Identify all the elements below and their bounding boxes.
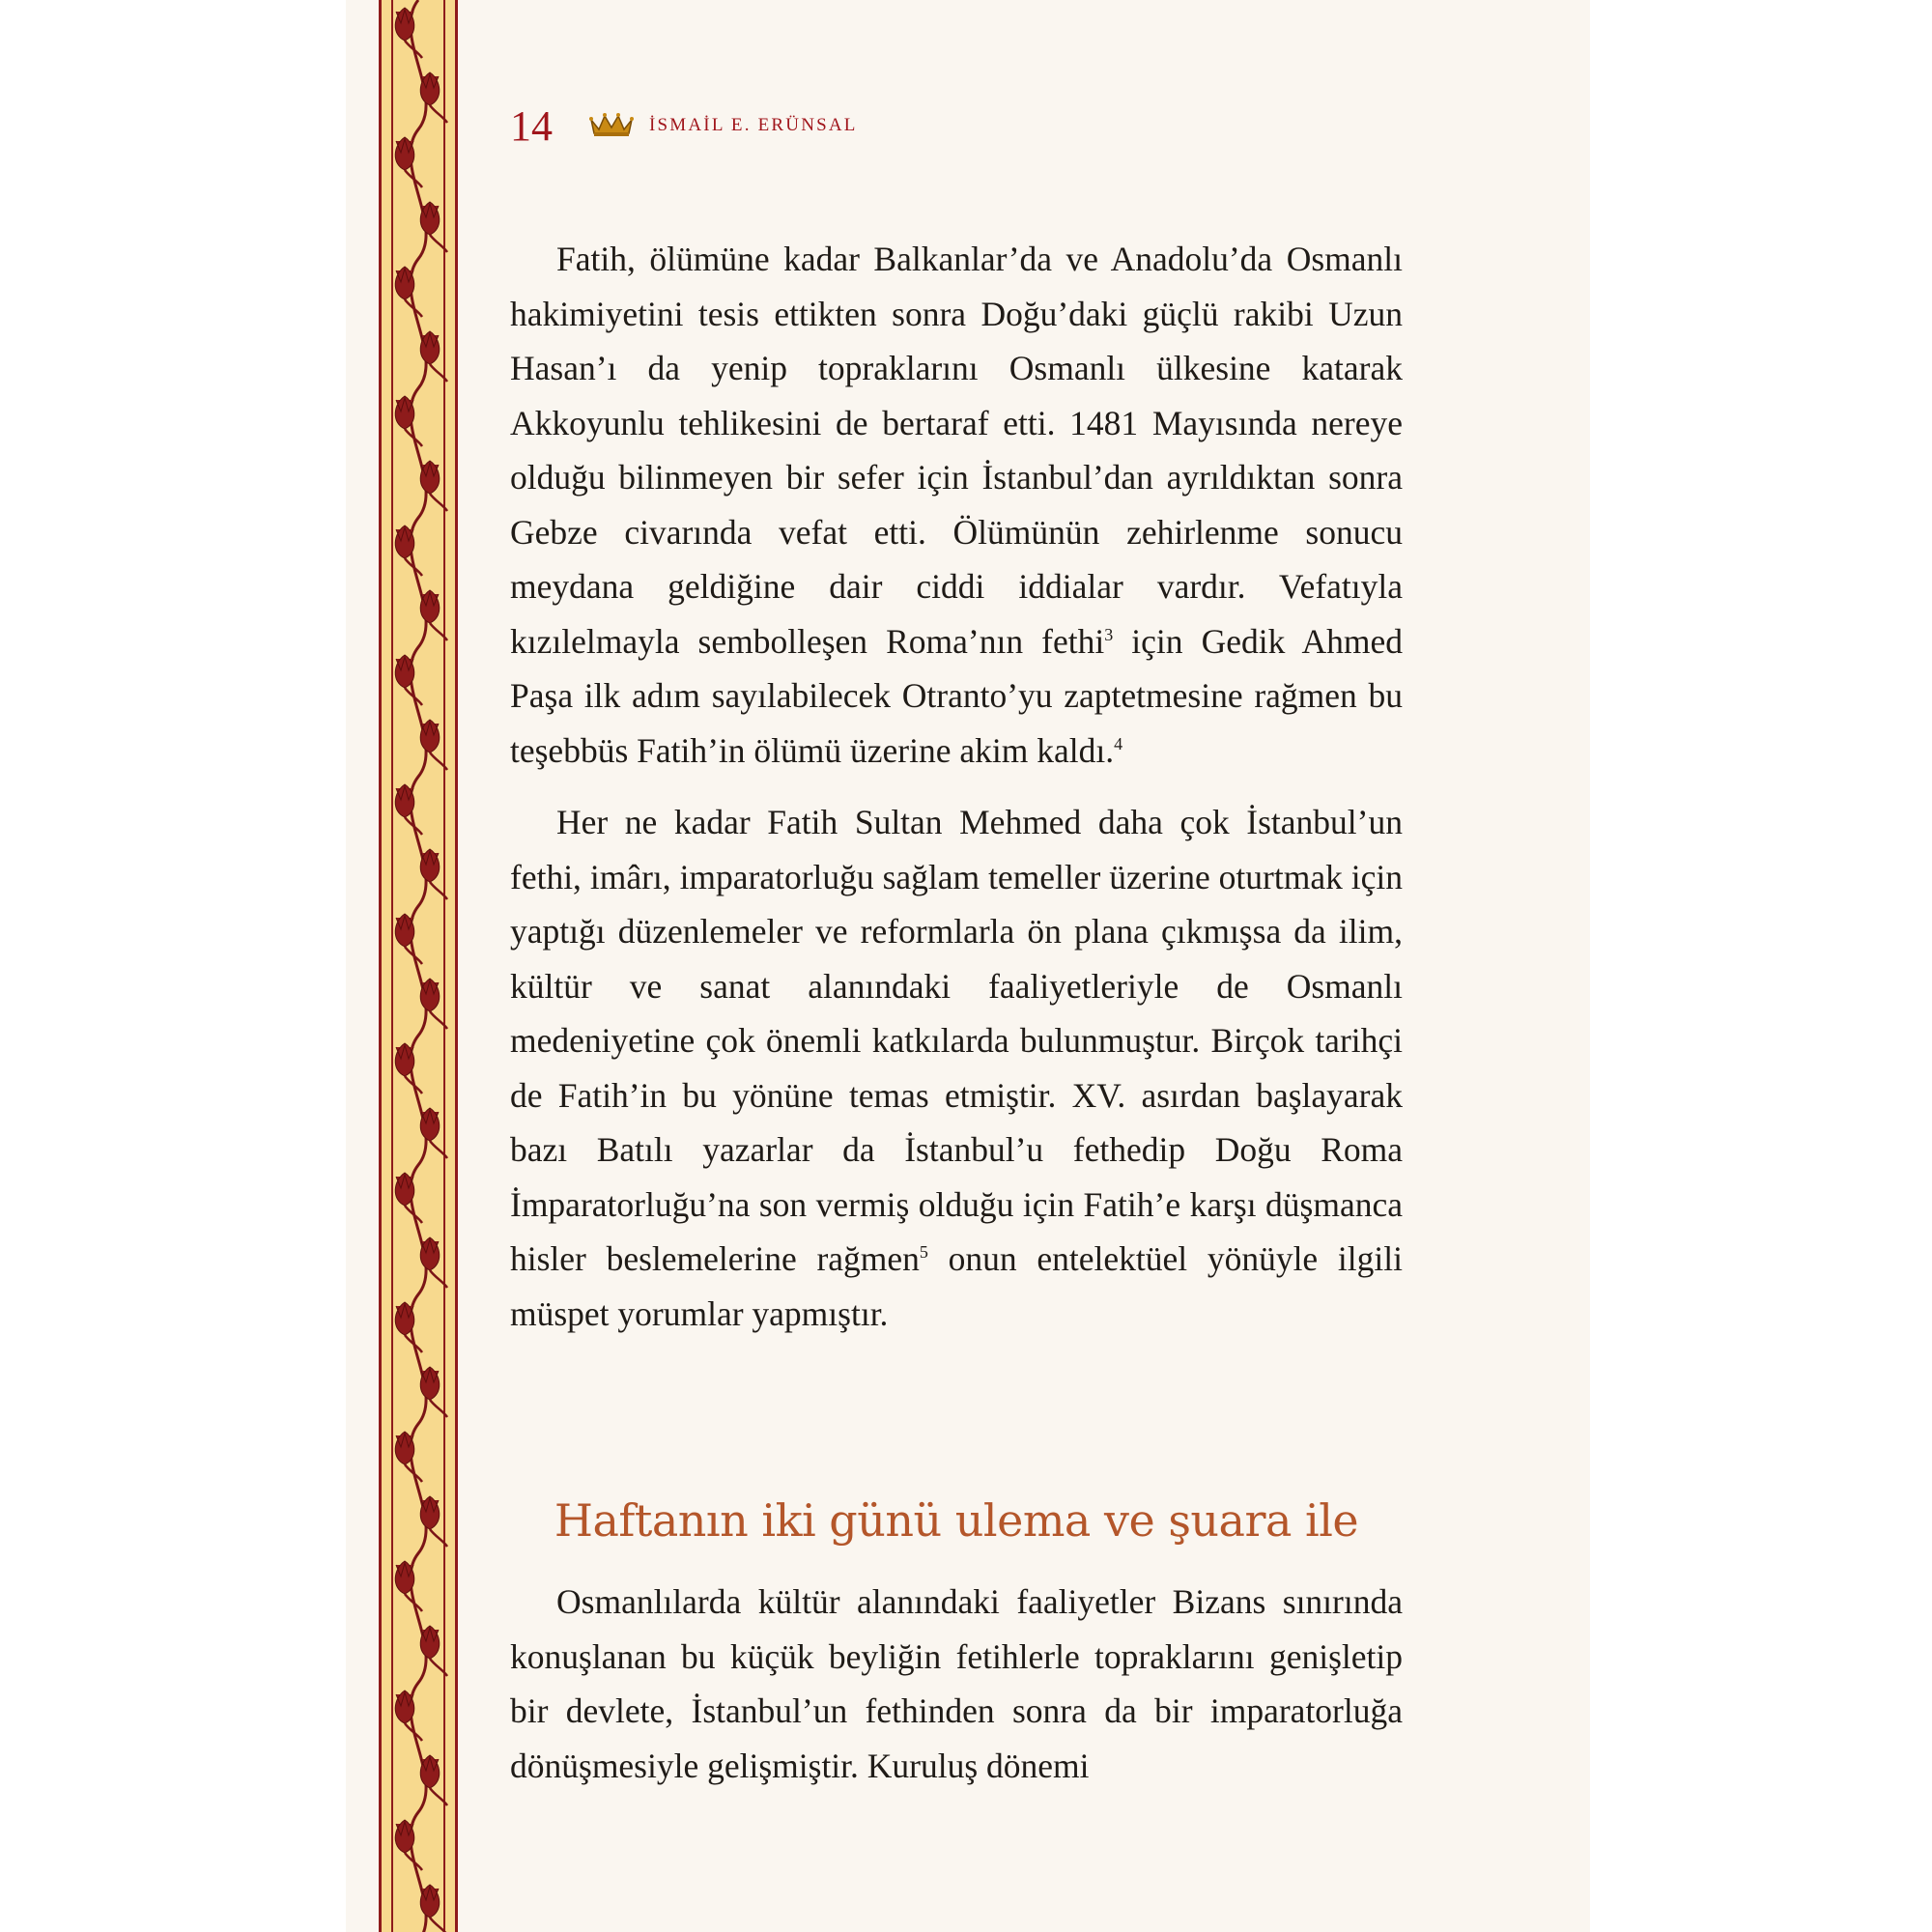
tulip-icon <box>395 914 422 964</box>
ornamental-border <box>379 0 458 1932</box>
section-heading: Haftanın iki günü ulema ve şuara ile <box>554 1494 1359 1547</box>
tulip-icon <box>395 1043 422 1094</box>
tulip-icon <box>395 1302 422 1352</box>
paragraph <box>510 795 1403 1341</box>
main-text <box>510 232 1403 1358</box>
section-text <box>510 1575 1403 1810</box>
tulip-icon <box>395 655 422 705</box>
tulip-icon <box>395 1690 422 1741</box>
tulip-vine-pattern <box>382 0 455 1932</box>
paragraph-text: onun entelektüel yönüyle ilgili müspet yorumlar yapmıştır. <box>510 1239 1403 1333</box>
tulip-icon <box>395 784 422 835</box>
tulip-icon <box>395 526 422 576</box>
tulip-icon <box>395 1561 422 1611</box>
running-header <box>510 97 858 155</box>
page-number: 14 <box>510 101 553 150</box>
paragraph-text: Her ne kadar Fatih Sultan Mehmed daha çok İstanbul’un fethi, imârı, imparatorluğu sağlam temeller üzerine oturtmak için yaptığı düzenlemeler ve reformlarla ön plana çıkmışsa da ilim, kültür ve sanat alanındaki faaliyetleriyle de Osmanlı medeniyetine çok önemli katkılarda bulunmuştur. Birçok tarihçi de Fatih’in bu yönüne temas etmiştir. XV. asırdan başlayarak bazı Batılı yazarlar da İstanbul’u fethedip Doğu Roma İmparatorluğu’na son vermiş olduğu için Fatih’e karşı düşmanca hisler beslemelerine rağmen <box>510 803 1403 1278</box>
paragraph-text: için Gedik Ahmed Paşa ilk adım sayılabilecek Otranto’yu zaptetmesine rağmen bu teşebbüs Fatih’in ölümü üzerine akim kaldı. <box>510 621 1403 770</box>
footnote-marker: 4 <box>1114 733 1123 753</box>
paragraph-text: Fatih, ölümüne kadar Balkanlar’da ve Anadolu’da Osmanlı hakimiyetini tesis ettikten sonra Doğu’daki güçlü rakibi Uzun Hasan’ı da yenip topraklarını Osmanlı ülkesine katarak Akkoyunlu tehlikesini de bertaraf etti. 1481 Mayısında nereye olduğu bilinmeyen bir sefer için İstanbul’dan ayrıldıktan sonra Gebze civarında vefat etti. Ölümünün zehirlenme sonucu meydana geldiğine dair ciddi iddialar vardır. Vefatıyla kızılelmayla sembolleşen Roma’nın fethi <box>510 240 1403 661</box>
tulip-icon <box>395 137 422 187</box>
tulip-icon <box>395 396 422 446</box>
tulip-icon <box>395 1820 422 1870</box>
tulip-icon <box>395 1173 422 1223</box>
paragraph: Osmanlılarda kültür alanındaki faaliyetler Bizans sınırında konuşlanan bu küçük beyliğin fetihlerle topraklarını genişletip bir devlete, İstanbul’un fethinden sonra da bir imparatorluğa dönüşmesiyle gelişmiştir. Kuruluş dönemi <box>510 1582 1403 1785</box>
crown-icon <box>589 110 634 142</box>
tulip-icon <box>395 8 422 58</box>
tulip-icon <box>395 267 422 317</box>
paragraph <box>510 232 1403 778</box>
footnote-marker: 5 <box>919 1242 928 1263</box>
author-name: İSMAİL E. ERÜNSAL <box>649 115 858 135</box>
footnote-marker: 3 <box>1104 624 1114 644</box>
tulip-icon <box>395 1432 422 1482</box>
